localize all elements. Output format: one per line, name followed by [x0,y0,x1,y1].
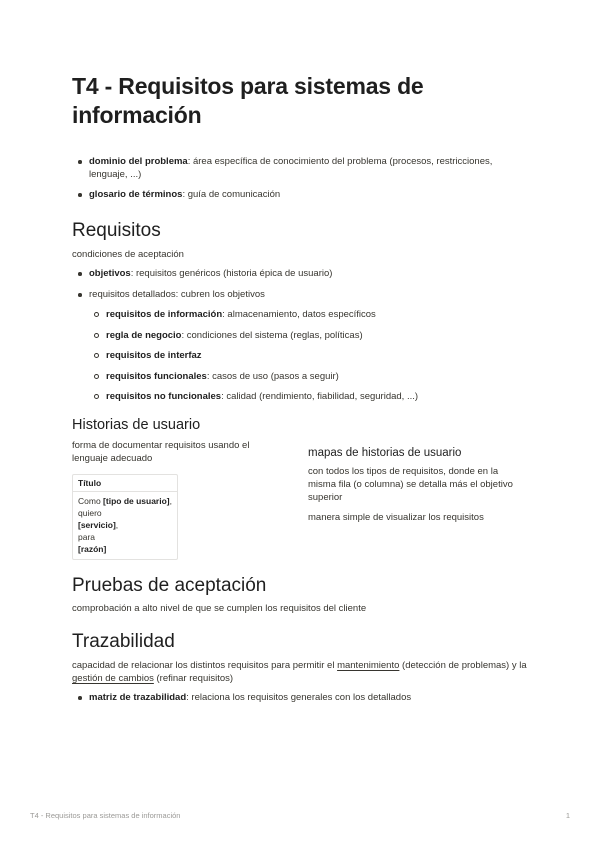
list-text: requisitos detallados: cubren los objetivos [89,289,265,300]
card-text: , [169,496,173,506]
paragraph-text: (refinar requisitos) [153,673,234,684]
term: objetivos [89,268,131,279]
term: requisitos de interfaz [106,350,202,361]
section-heading-historias: Historias de usuario [72,417,201,433]
definition: : guía de comunicación [182,189,281,200]
card-text: , [115,520,119,530]
historias-description: forma de documentar requisitos usando el lenguaje adecuado [72,440,250,464]
right-column [308,446,528,560]
section-heading-pruebas: Pruebas de aceptación [72,575,267,596]
section-heading-trazabilidad: Trazabilidad [72,631,175,652]
card-line [78,495,172,507]
footer-title: T4 - Requisitos para sistemas de información [30,811,181,820]
sublist-item [89,349,528,362]
mapas-paragraph: manera simple de visualizar los requisitos [308,512,484,523]
term: matriz de trazabilidad [89,692,187,703]
gestion-cambios-link[interactable]: gestión de cambios [72,673,154,684]
card-title: Título [73,475,177,492]
list-item [72,155,528,181]
left-column [72,439,282,560]
page-footer [30,811,570,820]
intro-list [72,155,528,201]
card-line [78,519,172,531]
card-line: para [78,532,96,542]
pruebas-description: comprobación a alto nivel de que se cumplen los requisitos del cliente [72,603,367,614]
definition: : casos de uso (pasos a seguir) [206,370,339,382]
user-story-card [72,474,178,560]
sublist-item [89,308,528,321]
definition: : condiciones del sistema (reglas, políticas) [181,329,363,341]
sublist [89,308,528,403]
list-item [72,691,528,704]
card-placeholder: [tipo de usuario] [103,496,170,506]
list-item [72,188,528,201]
sublist-item [89,390,528,403]
term: regla de negocio [106,329,182,341]
card-placeholder: [razón] [78,544,107,554]
section-heading-requisitos: Requisitos [72,220,161,241]
mapas-paragraph: con todos los tipos de requisitos, donde en la misma fila (o columna) se detalla más el objetivo superior [308,466,513,503]
card-line [78,543,172,555]
sublist-item [89,370,528,383]
page-number: 1 [565,811,570,820]
card-placeholder: [servicio] [78,520,116,530]
requisitos-list [72,267,528,403]
definition: : relaciona los requisitos generales con los detallados [186,692,412,703]
term: requisitos no funcionales [106,391,222,402]
page-title: T4 - Requisitos para sistemas de información [72,73,424,128]
historias-columns [72,439,528,560]
trazabilidad-list [72,691,528,704]
definition: : requisitos genéricos (historia épica de usuario) [130,268,333,279]
mantenimiento-link[interactable]: mantenimiento [337,660,400,671]
card-text: Como [78,496,104,506]
term: requisitos funcionales [106,370,207,382]
list-item [72,267,528,280]
paragraph-text: capacidad de relacionar los distintos requisitos para permitir el [72,660,338,671]
definition: : calidad (rendimiento, fiabilidad, seguridad, ...) [221,391,419,402]
definition: : área específica de conocimiento del problema (procesos, restricciones, lenguaje, ...) [89,156,493,180]
term: requisitos de información [106,309,223,320]
card-body [73,492,177,559]
section-description: condiciones de aceptación [72,249,184,260]
term: glosario de términos [89,189,183,200]
card-line: quiero [78,508,102,518]
paragraph-text: (detección de problemas) y la [399,660,527,671]
mapas-heading: mapas de historias de usuario [308,447,462,459]
list-item [72,288,528,403]
trazabilidad-description [72,659,528,685]
term: dominio del problema [89,156,188,167]
page-content [72,72,528,704]
sublist-item [89,329,528,342]
definition: : almacenamiento, datos específicos [222,309,376,320]
